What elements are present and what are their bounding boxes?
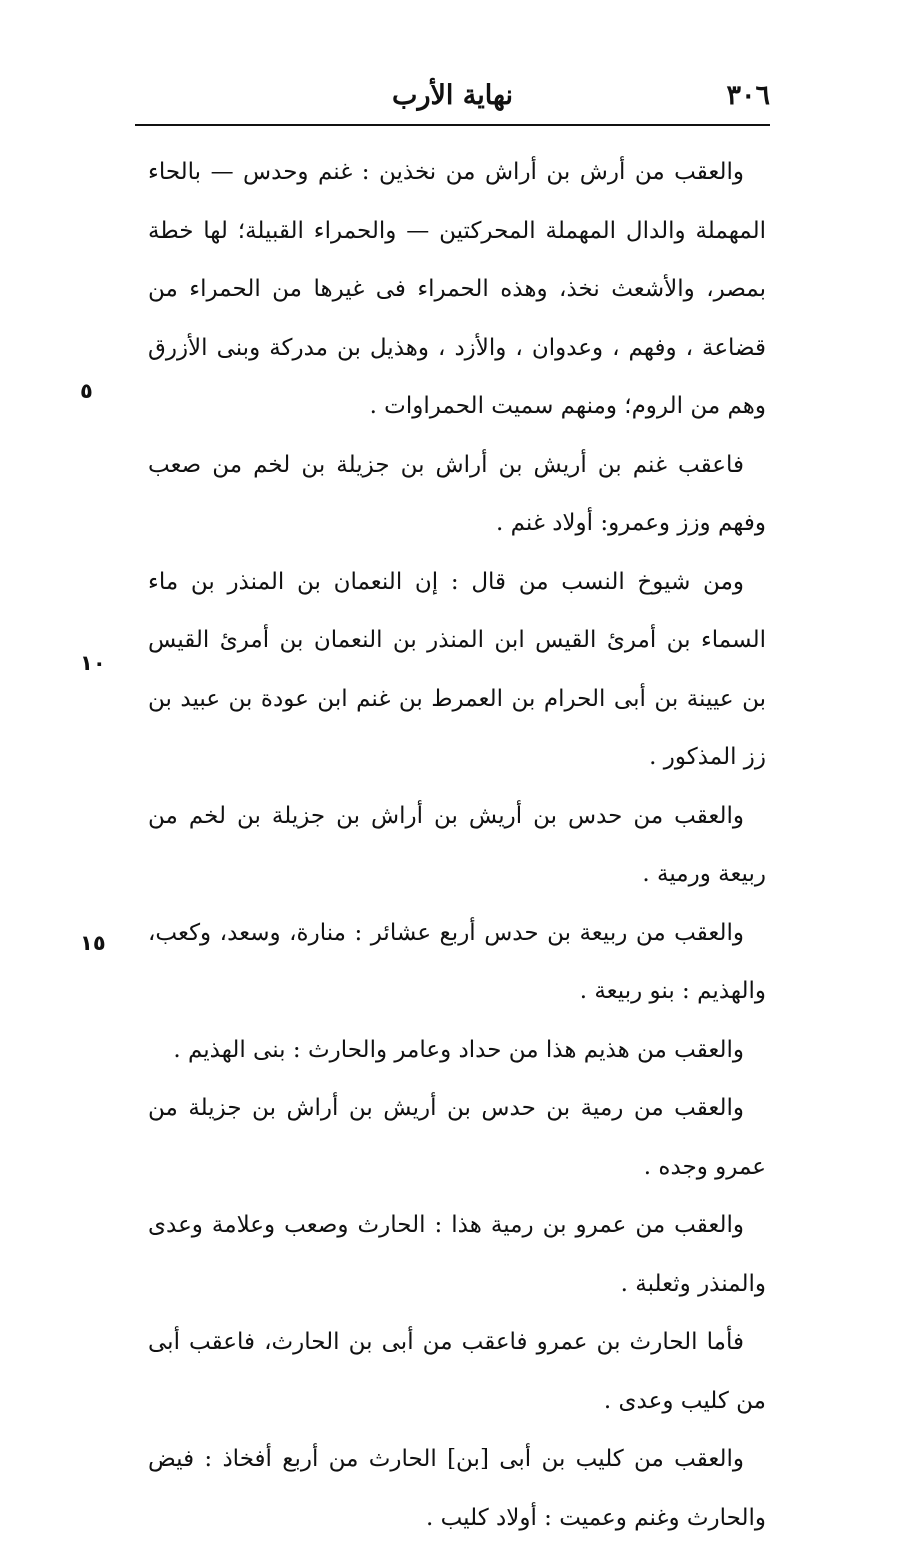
line-number-10: ١٠ xyxy=(80,651,106,675)
paragraph: والعقب من رمية بن حدس بن أريش بن أراش بن جزيلة من عمرو وجده . xyxy=(148,1095,766,1180)
paragraph: والعقب من أرش بن أراش من نخذين : غنم وحدس — بالحاء المهملة والدال المهملة المحركتين — والحمراء القبيلة؛ لها خطة بمصر، والأشعث نخذ، وهذه الحمراء فى غيرها من الحمراء من قضاعة ، وفهم ، وعدوان ، والأزد ، وهذيل بن مدركة وبنى الأزرق وهم من الروم؛ ومنهم سميت الحمراوات . xyxy=(148,159,766,419)
paragraph: والعقب من كليب بن أبى [بن] الحارث من أربع أفخاذ : فيض والحارث وغنم وعميت : أولاد كليب . xyxy=(148,1446,766,1531)
page-number: ٣٠٦ xyxy=(726,80,770,111)
line-number-5: ٥ xyxy=(80,379,93,403)
paragraph: والعقب من حدس بن أريش بن أراش بن جزيلة بن لخم من ربيعة ورمية . xyxy=(148,802,766,887)
line-number-15: ١٥ xyxy=(80,931,106,955)
paragraph: ومن شيوخ النسب من قال : إن النعمان بن المنذر بن ماء السماء بن أمرئ القيس ابن المنذر بن النعمان بن أمرئ القيس بن عيينة بن أبى الحرام بن العمرط بن غنم ابن عودة بن عبيد بن زز المذكور . xyxy=(148,568,766,770)
paragraph: والعقب من ربيعة بن حدس أربع عشائر : منارة، وسعد، وكعب، والهذيم : بنو ربيعة . xyxy=(148,919,766,1004)
running-title: نهاية الأرب xyxy=(392,80,513,111)
paragraph: فاعقب غنم بن أريش بن أراش بن جزيلة بن لخم من صعب وفهم وزز وعمرو: أولاد غنم . xyxy=(148,451,766,536)
header-rule xyxy=(135,124,770,126)
page-header xyxy=(135,78,770,118)
paragraph: والعقب من عمرو بن رمية هذا : الحارث وصعب وعلامة وعدى والمنذر وثعلبة . xyxy=(148,1212,766,1297)
paragraph: والعقب من هذيم هذا من حداد وعامر والحارث : بنى الهذيم . xyxy=(173,1036,744,1063)
body-text xyxy=(148,143,766,1547)
paragraph: فأما الحارث بن عمرو فاعقب من أبى بن الحارث، فاعقب أبى من كليب وعدى . xyxy=(148,1329,766,1414)
